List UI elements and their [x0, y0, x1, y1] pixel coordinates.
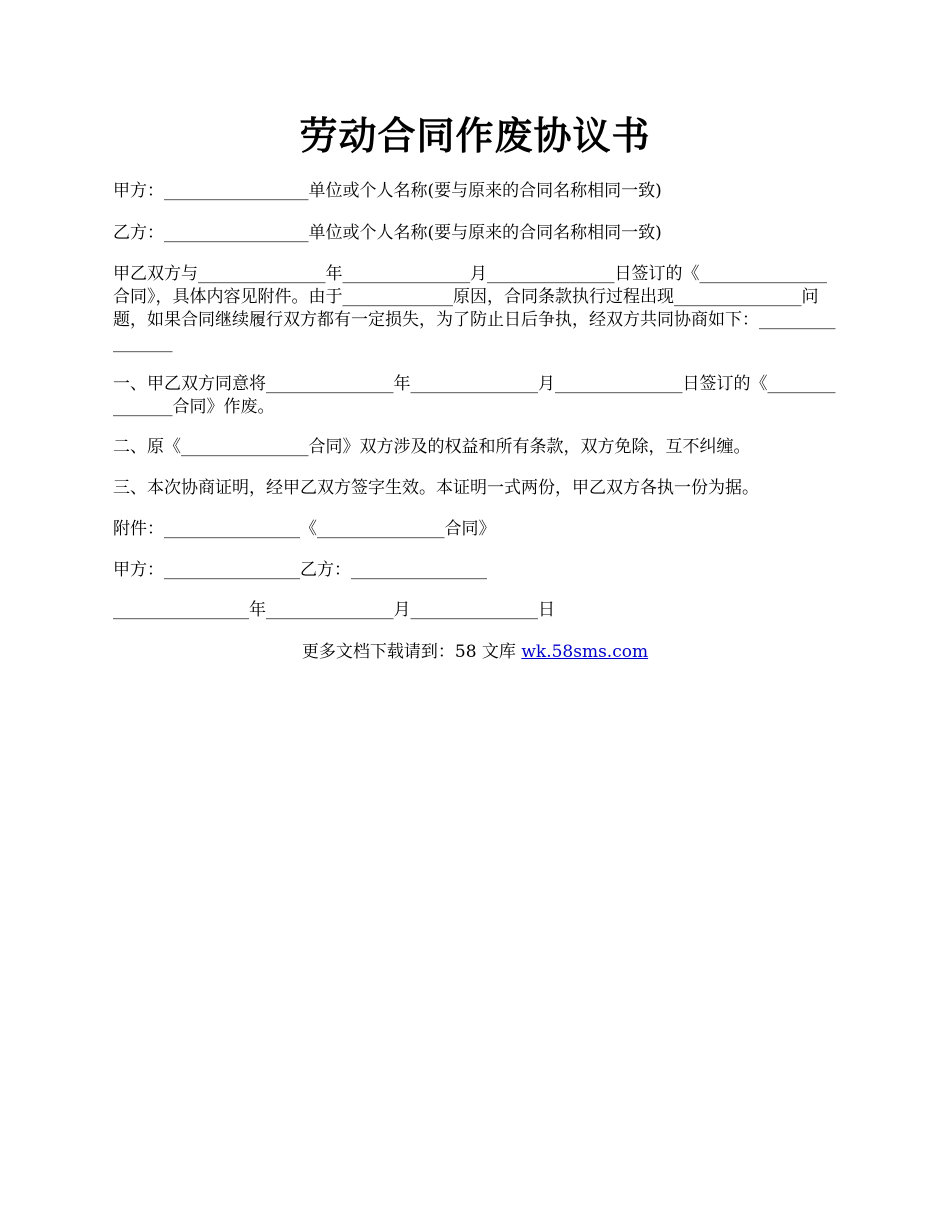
clause-2: 二、原《_______________合同》双方涉及的权益和所有条款，双方免除，互不纠缠。 [113, 437, 751, 457]
signature-line: 甲方：________________乙方：________________ [113, 560, 487, 580]
footer-text: 更多文档下载请到：58 文库 [301, 642, 522, 662]
footer-link[interactable]: wk.58sms.com [521, 642, 649, 662]
attachment-line: 附件：________________《_______________合同》 [113, 519, 496, 539]
party-b-line: 乙方：_________________单位或个人名称(要与原来的合同名称相同一致) [113, 223, 662, 243]
party-a-line: 甲方：_________________单位或个人名称(要与原来的合同名称相同一致) [113, 181, 662, 201]
clause-3: 三、本次协商证明，经甲乙双方签字生效。本证明一式两份，甲乙双方各执一份为据。 [113, 478, 759, 498]
clause-1: 一、甲乙双方同意将_______________年_______________月_______________日签订的《_______________合同》作废。 [113, 374, 836, 417]
document-title: 劳动合同作废协议书 [299, 113, 651, 158]
intro-paragraph: 甲乙双方与_______________年_______________月_______________日签订的《_______________合同》，具体内容见附件。由于_____________原因，合同条款执行过程出现_______________问题，如果合同继续履行双方都有一定损失，为了防止日后争执，经双方共同协商如下：________________ [113, 264, 836, 353]
footer [0, 641, 950, 664]
date-line: ________________年_______________月_______________日 [113, 600, 555, 620]
